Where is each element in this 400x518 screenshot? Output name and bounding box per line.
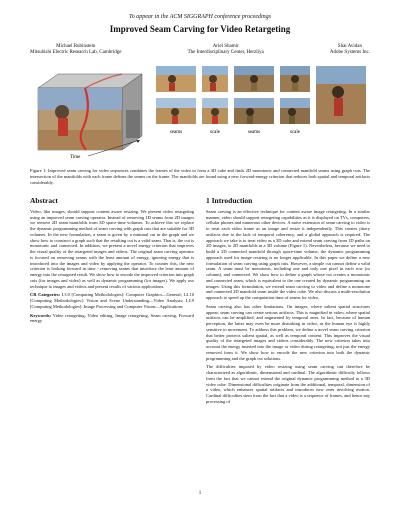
author-affiliation: Adobe Systems Inc. xyxy=(329,50,370,56)
retargeted-frame-5 xyxy=(156,98,196,124)
retargeted-frame-7 xyxy=(234,98,274,124)
retargeted-frame-4 xyxy=(280,66,310,92)
author-1 xyxy=(30,44,122,56)
keywords-text: Video retargeting, Video editing, Image retargeting, Seam carving, Forward energy xyxy=(30,312,194,324)
paper-title: Improved Seam Carving for Video Retargeting xyxy=(109,24,291,34)
abstract-paragraph: Video, like images, should support content aware resizing. We present video retargeting using an improved seam carving operator. Instead of removing 1D seams from 2D images we remove 2D seam manifolds from 3D space-time volumes. To achieve this we replace the dynamic programming method of seam carving with graph cuts that are suitable for 3D volumes. In the new formulation, a seam is given by a minimal cut in the graph and we show how to construct a graph such that the resulting cut is a valid seam. That is, the cut is monotonic and connected. In addition, we present a novel energy criterion that improves the visual quality of the retargeted images and videos. The original seam carving operator is focused on removing seams with the least amount of energy, ignoring energy that is introduced into the images and video by applying the operator. To counter this, the new criterion is looking forward in time - removing seams that introduce the least amount of energy into the retargeted result. We show how to encode the improved criterion into graph cuts (for images and video) as well as dynamic programming (for images). We apply our technique to images and videos and present results of various applications. xyxy=(30,208,194,289)
author-name: Michael Rubinstein xyxy=(56,44,96,49)
intro-paragraph-2: Seam carving also has other limitations. On images, where salient spatial structures appear, seam carving can create serious artifacts. This is magnified in video, where spatial artifacts can be amplified, and augmented by temporal ones. In fact, because of human perception, the latter may even be more disturbing in video, as the human eye is highly sensitive to movement. To address this problem, we define a novel seam carving criterion that better protects salient spatial, as well as temporal content. This improves the visual quality of the retargeted images and videos considerably. The new criterion takes into account the energy inserted into the image or video during retargeting, not just the energy removed from it. We show how to encode the new criterion into both the dynamic programming and the graph cut solutions. xyxy=(206,303,370,361)
thumb-label-2: scale xyxy=(210,130,220,135)
video-cube xyxy=(38,74,142,150)
author-name: Ariel Shamir xyxy=(212,44,239,49)
time-axis-label: Time xyxy=(70,155,81,160)
thumb-label-1: seams xyxy=(169,130,183,135)
cr-categories xyxy=(30,292,194,309)
intro-paragraph-3: The difficulties imposed by video resizing using seam carving can therefore be characterized as algorithmic, dimensional and cardinal. The algorithmic difficulty follows from the fact that we cannot extend the original dynamic programming method to a 3D video cube. Dimensional difficulties originate from the additional, temporal, dimension of a video, which enhances spatial artifacts and introduces new ones involving motion. Cardinal difficulties stem from the fact that a video is a sequence of frames, and hence any processing of xyxy=(206,364,370,404)
teaser-figure xyxy=(30,60,370,160)
author-affiliation: The Interdisciplinary Center, Herzliya xyxy=(187,50,264,56)
retargeted-frame-1 xyxy=(156,66,196,92)
author-name: Shai Avidan xyxy=(337,44,363,49)
left-column xyxy=(30,198,194,327)
keywords-label: Keywords: xyxy=(30,312,51,318)
page-number: 1 xyxy=(198,491,202,496)
cr-categories-text: I.3.0 [Computing Methodologies]: Computer Graphics—General; I.2.10 [Computing Methodologies]: Vision and Scene Understanding—Video Analysis; I.4.9 [Computing Methodologies]: Image Processing and Computer Vision—Applications xyxy=(30,292,195,309)
venue-line: To appear in the ACM SIGGRAPH conference proceedings xyxy=(128,14,272,20)
thumb-label-4: scale xyxy=(290,130,300,135)
retargeted-frame-2 xyxy=(202,66,228,92)
thumb-label-3: seams xyxy=(247,130,261,135)
retargeted-frame-6 xyxy=(202,98,228,124)
retargeted-frame-8 xyxy=(280,98,310,124)
author-2 xyxy=(188,44,264,56)
abstract-heading: Abstract xyxy=(30,196,58,205)
author-3 xyxy=(330,44,370,56)
cr-categories-label: CR Categories: xyxy=(30,292,61,298)
introduction-heading: 1 Introduction xyxy=(206,196,253,205)
figure-caption: Figure 1: Improved seam carving for video sequences combines the frames of the video to form a 3D cube and finds 2D monotonic and connected manifold seams using graph cuts. The intersection of the manifolds with each frame defines the seams on the frame. The manifolds are found using a new forward-energy criterion that reduces both spatial and temporal artifacts considerably. xyxy=(30,168,370,185)
retargeted-frame-9 xyxy=(316,66,366,124)
author-affiliation: Mitsubishi Electric Research Lab, Cambridge xyxy=(30,50,122,56)
author-block xyxy=(30,44,370,56)
retargeted-frame-3 xyxy=(234,66,274,92)
right-column xyxy=(206,198,370,408)
intro-paragraph-1: Seam carving is an effective technique for content aware image retargeting. In a similar manner, video should support retargeting capabilities as it is displayed on TVs, computers, cellular phones and numerous other devices. A naive extension of seam carving to video is to treat each video frame as an image and resize it independently. This creates jittery artifacts due to the lack of temporal coherency, and a global approach is required. The approach we take is to treat video as a 3D cube and extend seam carving from 1D paths on 2D images, to 2D manifolds in a 3D volume (Figure 1). Nevertheless, because we need to build a 2D connected manifold through space-time volume, the dynamic programming approach used for image resizing is no longer applicable. In this paper we define a new formulation of seam carving using graph cuts. However, a simple cut cannot define a valid seam. A seam must be monotonic, including one and only one pixel in each row (or column), and connected. We show how to define a graph whose cut creates a monotonic and connected seam, which is equivalent to the one created by dynamic programming on images. Using this formulation, we extend seam carving to video and define a monotone and connected 2D manifold seam inside the video cube. We also discuss a multi-resolution approach to speed up the computation time of seams for video. xyxy=(206,208,370,300)
keywords xyxy=(30,313,194,325)
